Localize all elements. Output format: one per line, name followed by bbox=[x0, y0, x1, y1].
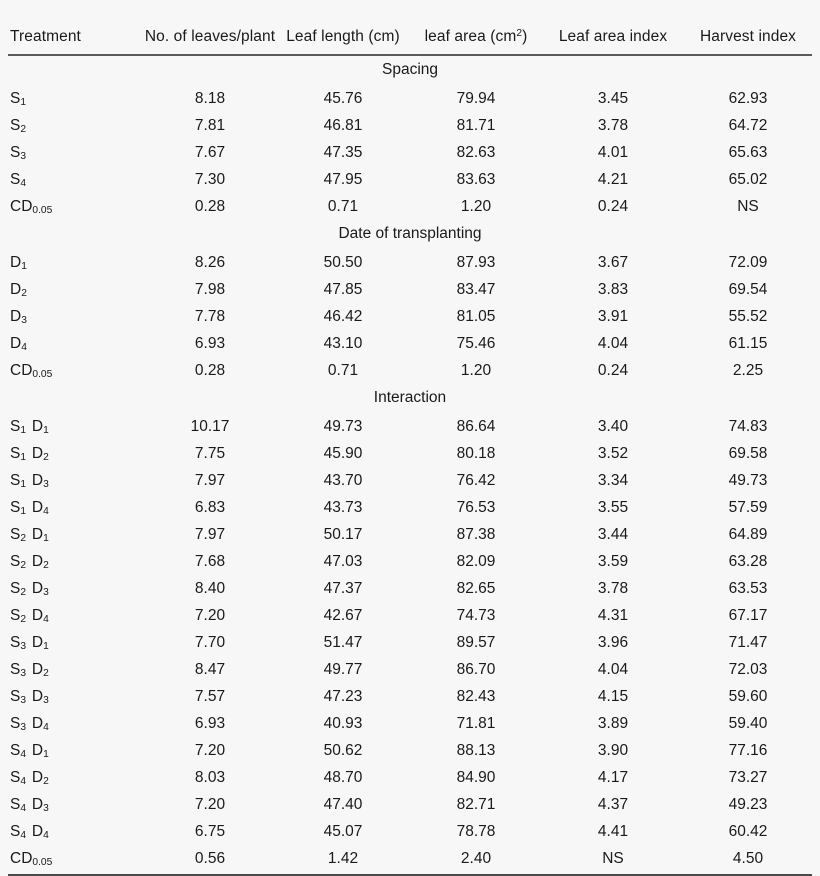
cell-value: 10.17 bbox=[190, 417, 230, 435]
treatment-base-2: D bbox=[31, 498, 44, 516]
cell-value: 3.34 bbox=[597, 471, 629, 489]
cell-value: 7.97 bbox=[194, 525, 226, 543]
cell-value: 86.70 bbox=[456, 660, 496, 678]
treatment-base: S bbox=[10, 498, 21, 516]
treatment-base: D bbox=[10, 334, 22, 352]
treatment-base-2: D bbox=[31, 795, 44, 813]
cell-value: 4.04 bbox=[597, 660, 629, 678]
cell-value: 59.40 bbox=[728, 714, 768, 732]
cell-value: 46.81 bbox=[323, 116, 363, 134]
cell-value: 65.02 bbox=[728, 170, 768, 188]
cell-value: 4.50 bbox=[684, 845, 812, 875]
treatment-subscript-2: 1 bbox=[43, 641, 49, 653]
treatment-subscript: 3 bbox=[21, 315, 27, 327]
treatment-base: S bbox=[10, 525, 21, 543]
cell-value: 83.47 bbox=[456, 280, 496, 298]
treatment-base: CD bbox=[10, 197, 33, 215]
cell-value: 79.94 bbox=[456, 89, 496, 107]
cell-value: 3.52 bbox=[597, 444, 629, 462]
treatment-label bbox=[8, 521, 144, 548]
treatment-subscript: 1 bbox=[21, 261, 27, 273]
treatment-base: S bbox=[10, 417, 21, 435]
cell-value: 40.93 bbox=[323, 714, 363, 732]
cell-value: 63.28 bbox=[728, 552, 768, 570]
cell-value: 86.64 bbox=[456, 417, 496, 435]
table-row bbox=[8, 139, 812, 166]
cell-value: 59.60 bbox=[728, 687, 768, 705]
cell-value: 4.15 bbox=[597, 687, 629, 705]
treatment-base-2: D bbox=[31, 714, 44, 732]
table-row bbox=[8, 683, 812, 710]
table-row bbox=[8, 764, 812, 791]
cell-value: 50.62 bbox=[323, 741, 363, 759]
cell-value: 47.85 bbox=[323, 280, 363, 298]
cell-value: NS bbox=[737, 197, 759, 215]
cell-value: 69.54 bbox=[728, 280, 768, 298]
table-row bbox=[8, 440, 812, 467]
cell-value: 82.71 bbox=[456, 795, 496, 813]
section-title: Spacing bbox=[381, 61, 438, 78]
cell-value: 1.42 bbox=[276, 845, 410, 875]
treatment-subscript: 2 bbox=[20, 124, 27, 136]
treatment-subscript: 4 bbox=[20, 178, 27, 190]
treatment-base-2: D bbox=[31, 552, 44, 570]
cell-value: 73.27 bbox=[728, 768, 768, 786]
table-row bbox=[8, 548, 812, 575]
treatment-subscript-2: 4 bbox=[43, 722, 49, 734]
cell-value: 47.40 bbox=[323, 795, 363, 813]
cell-value: 45.07 bbox=[323, 822, 363, 840]
cell-value: 4.31 bbox=[597, 606, 629, 624]
treatment-base: S bbox=[10, 89, 21, 107]
treatment-label bbox=[8, 193, 144, 220]
treatment-subscript: 4 bbox=[20, 803, 27, 815]
treatment-base: CD bbox=[10, 361, 33, 379]
cell-value: 69.58 bbox=[728, 444, 768, 462]
treatment-subscript: 3 bbox=[20, 695, 27, 707]
section-header-row bbox=[8, 220, 812, 249]
treatment-label bbox=[8, 440, 144, 467]
treatment-subscript-2: 4 bbox=[43, 506, 49, 518]
cell-value: 47.03 bbox=[323, 552, 363, 570]
cell-value: 7.97 bbox=[194, 471, 226, 489]
cell-value: 88.13 bbox=[456, 741, 496, 759]
treatment-base-2: D bbox=[31, 660, 44, 678]
treatment-label bbox=[8, 249, 144, 276]
treatment-base-2: D bbox=[31, 606, 44, 624]
cell-value: 57.59 bbox=[728, 498, 768, 516]
cell-value: 4.41 bbox=[597, 822, 629, 840]
cell-value: 43.73 bbox=[323, 498, 363, 516]
cell-value: 7.20 bbox=[194, 741, 226, 759]
treatment-subscript: 3 bbox=[20, 641, 27, 653]
treatment-base: CD bbox=[10, 849, 33, 867]
treatment-base-2: D bbox=[31, 741, 44, 759]
cell-value: 7.70 bbox=[194, 633, 226, 651]
cell-value: 47.23 bbox=[323, 687, 363, 705]
column-header-leaf-area bbox=[410, 28, 542, 55]
cell-value: 4.21 bbox=[597, 170, 629, 188]
cell-value: 7.30 bbox=[194, 170, 226, 188]
treatment-subscript-2: 3 bbox=[43, 695, 49, 707]
cell-value: 76.53 bbox=[456, 498, 496, 516]
cell-value: 8.18 bbox=[194, 89, 226, 107]
cell-value: 47.35 bbox=[323, 143, 363, 161]
cell-value: 3.96 bbox=[597, 633, 629, 651]
section-header-row bbox=[8, 55, 812, 85]
treatment-base-2: D bbox=[31, 633, 44, 651]
treatment-label bbox=[8, 276, 144, 303]
cell-value: 47.37 bbox=[323, 579, 363, 597]
cell-value: 3.55 bbox=[597, 498, 629, 516]
section-title: Date of transplanting bbox=[338, 225, 482, 242]
treatment-base-2: D bbox=[31, 687, 44, 705]
treatment-base: S bbox=[10, 633, 21, 651]
treatment-subscript-2: 2 bbox=[43, 560, 49, 572]
table-row bbox=[8, 303, 812, 330]
treatment-base: S bbox=[10, 795, 21, 813]
treatment-subscript-2: 4 bbox=[43, 614, 49, 626]
treatment-subscript-2: 2 bbox=[43, 452, 49, 464]
table-row bbox=[8, 166, 812, 193]
column-header-harvest-index: Harvest index bbox=[684, 28, 812, 55]
cell-value: 49.77 bbox=[323, 660, 363, 678]
table-row bbox=[8, 467, 812, 494]
table-row bbox=[8, 249, 812, 276]
treatment-label bbox=[8, 85, 144, 112]
cell-value: 8.26 bbox=[194, 253, 226, 271]
table-row bbox=[8, 845, 812, 875]
column-header-treatment: Treatment bbox=[8, 28, 144, 55]
cell-value: 82.09 bbox=[456, 552, 496, 570]
treatment-subscript: 2 bbox=[21, 288, 27, 300]
treatment-base: S bbox=[10, 471, 21, 489]
treatment-label bbox=[8, 845, 144, 875]
column-header-leaf-length: Leaf length (cm) bbox=[276, 28, 410, 55]
treatment-subscript-2: 1 bbox=[43, 425, 49, 437]
cell-value: 71.81 bbox=[456, 714, 496, 732]
cell-value: NS bbox=[542, 845, 684, 875]
cell-value: 49.73 bbox=[323, 417, 363, 435]
cell-value: 7.75 bbox=[194, 444, 226, 462]
column-header-leaf-area-index: Leaf area index bbox=[542, 28, 684, 55]
treatment-base-2: D bbox=[31, 417, 44, 435]
cell-value: 3.89 bbox=[597, 714, 629, 732]
cell-value: 3.40 bbox=[597, 417, 629, 435]
cell-value: 51.47 bbox=[323, 633, 363, 651]
treatment-label bbox=[8, 139, 144, 166]
table-row bbox=[8, 656, 812, 683]
treatment-base-2: D bbox=[31, 471, 44, 489]
treatment-label bbox=[8, 413, 144, 440]
cell-value: 7.57 bbox=[194, 687, 226, 705]
treatment-label bbox=[8, 710, 144, 737]
treatment-base-2: D bbox=[31, 579, 44, 597]
table-row bbox=[8, 494, 812, 521]
cell-value: 3.67 bbox=[597, 253, 629, 271]
treatment-subscript: 3 bbox=[20, 151, 27, 163]
cell-value: 8.47 bbox=[194, 660, 226, 678]
cell-value: 3.78 bbox=[597, 116, 629, 134]
cell-value: 78.78 bbox=[456, 822, 496, 840]
treatment-subscript-2: 2 bbox=[43, 776, 49, 788]
cell-value: 49.23 bbox=[728, 795, 768, 813]
table-header bbox=[8, 28, 812, 55]
cell-value: 7.20 bbox=[194, 795, 226, 813]
treatment-subscript-2: 3 bbox=[43, 587, 49, 599]
treatment-subscript: 1 bbox=[20, 452, 27, 464]
treatment-label bbox=[8, 548, 144, 575]
treatment-base: S bbox=[10, 714, 21, 732]
treatment-subscript: 2 bbox=[20, 587, 27, 599]
table-row bbox=[8, 521, 812, 548]
treatment-label bbox=[8, 166, 144, 193]
treatment-base: S bbox=[10, 768, 21, 786]
treatment-label bbox=[8, 791, 144, 818]
cell-value: 0.56 bbox=[144, 845, 276, 875]
cell-value: 4.37 bbox=[597, 795, 629, 813]
cell-value: 7.81 bbox=[194, 116, 226, 134]
cell-value: 60.42 bbox=[728, 822, 768, 840]
table-row bbox=[8, 413, 812, 440]
cell-value: 63.53 bbox=[728, 579, 768, 597]
treatment-base: D bbox=[10, 280, 22, 298]
treatment-label bbox=[8, 656, 144, 683]
cell-value: 87.38 bbox=[456, 525, 496, 543]
treatment-subscript: 4 bbox=[20, 776, 27, 788]
cell-value: 76.42 bbox=[456, 471, 496, 489]
cell-value: 45.90 bbox=[323, 444, 363, 462]
treatment-subscript-2: 1 bbox=[43, 533, 49, 545]
cell-value: 65.63 bbox=[728, 143, 768, 161]
cell-value: 50.50 bbox=[323, 253, 363, 271]
treatment-base: S bbox=[10, 444, 21, 462]
treatment-label bbox=[8, 683, 144, 710]
treatment-subscript: 1 bbox=[20, 479, 27, 491]
cell-value: 72.09 bbox=[728, 253, 768, 271]
cell-value: 7.78 bbox=[194, 307, 226, 325]
treatment-subscript: 1 bbox=[20, 425, 27, 437]
treatment-base: S bbox=[10, 579, 21, 597]
treatment-label bbox=[8, 494, 144, 521]
treatment-base: S bbox=[10, 741, 21, 759]
cell-value: 3.59 bbox=[597, 552, 629, 570]
cell-value: 6.75 bbox=[194, 822, 226, 840]
cell-value: 7.98 bbox=[194, 280, 226, 298]
cell-value: 64.89 bbox=[728, 525, 768, 543]
treatment-subscript: 1 bbox=[20, 97, 27, 109]
cell-value: 71.47 bbox=[728, 633, 768, 651]
cell-value: 84.90 bbox=[456, 768, 496, 786]
cell-value: 87.93 bbox=[456, 253, 496, 271]
cell-value: 2.25 bbox=[732, 361, 764, 379]
cell-value: 6.93 bbox=[194, 334, 226, 352]
treatment-subscript-2: 3 bbox=[43, 803, 49, 815]
treatment-base: D bbox=[10, 307, 22, 325]
treatment-base: S bbox=[10, 170, 21, 188]
treatment-subscript: 1 bbox=[20, 506, 27, 518]
treatment-base-2: D bbox=[31, 525, 44, 543]
treatment-subscript: 4 bbox=[21, 342, 27, 354]
cell-value: 82.65 bbox=[456, 579, 496, 597]
table-row bbox=[8, 602, 812, 629]
table-row bbox=[8, 85, 812, 112]
cell-value: 72.03 bbox=[728, 660, 768, 678]
treatment-base: S bbox=[10, 606, 21, 624]
treatment-base: D bbox=[10, 253, 22, 271]
treatment-subscript: 0.05 bbox=[32, 369, 53, 381]
treatment-subscript-2: 4 bbox=[43, 830, 49, 842]
table-row bbox=[8, 193, 812, 220]
cell-value: 74.73 bbox=[456, 606, 496, 624]
section-title: Interaction bbox=[373, 389, 447, 406]
cell-value: 89.57 bbox=[456, 633, 496, 651]
cell-value: 75.46 bbox=[456, 334, 496, 352]
treatment-subscript: 0.05 bbox=[32, 857, 53, 869]
treatment-base: S bbox=[10, 687, 21, 705]
cell-value: 3.91 bbox=[597, 307, 629, 325]
table-header-row bbox=[8, 28, 812, 55]
cell-value: 50.17 bbox=[323, 525, 363, 543]
cell-value: 4.04 bbox=[597, 334, 629, 352]
table-body bbox=[8, 55, 812, 875]
treatment-label bbox=[8, 357, 144, 384]
cell-value: 2.40 bbox=[410, 845, 542, 875]
treatment-base: S bbox=[10, 822, 21, 840]
section-header-row bbox=[8, 384, 812, 413]
cell-value: 81.71 bbox=[456, 116, 496, 134]
cell-value: 0.71 bbox=[327, 197, 359, 215]
cell-value: 0.24 bbox=[597, 197, 629, 215]
cell-value: 6.83 bbox=[194, 498, 226, 516]
cell-value: 46.42 bbox=[323, 307, 363, 325]
treatment-subscript-2: 1 bbox=[43, 749, 49, 761]
treatment-base: S bbox=[10, 660, 21, 678]
treatment-base: S bbox=[10, 143, 21, 161]
treatment-base-2: D bbox=[31, 444, 44, 462]
cell-value: 81.05 bbox=[456, 307, 496, 325]
treatment-subscript: 4 bbox=[20, 749, 27, 761]
treatment-label bbox=[8, 737, 144, 764]
table-row bbox=[8, 276, 812, 303]
table-row bbox=[8, 629, 812, 656]
treatment-base-2: D bbox=[31, 768, 44, 786]
cell-value: 8.03 bbox=[194, 768, 226, 786]
treatment-label bbox=[8, 330, 144, 357]
cell-value: 43.10 bbox=[323, 334, 363, 352]
treatment-label bbox=[8, 303, 144, 330]
cell-value: 82.43 bbox=[456, 687, 496, 705]
cell-value: 80.18 bbox=[456, 444, 496, 462]
treatment-label bbox=[8, 764, 144, 791]
cell-value: 7.67 bbox=[194, 143, 226, 161]
table-row bbox=[8, 791, 812, 818]
table-row bbox=[8, 737, 812, 764]
cell-value: 61.15 bbox=[728, 334, 768, 352]
treatment-label bbox=[8, 602, 144, 629]
table-row bbox=[8, 112, 812, 139]
cell-value: 1.20 bbox=[460, 197, 492, 215]
treatment-label bbox=[8, 629, 144, 656]
cell-value: 0.24 bbox=[597, 361, 629, 379]
cell-value: 49.73 bbox=[728, 471, 768, 489]
cell-value: 48.70 bbox=[323, 768, 363, 786]
treatment-subscript: 2 bbox=[20, 560, 27, 572]
cell-value: 83.63 bbox=[456, 170, 496, 188]
cell-value: 43.70 bbox=[323, 471, 363, 489]
cell-value: 7.20 bbox=[194, 606, 226, 624]
cell-value: 47.95 bbox=[323, 170, 363, 188]
cell-value: 3.90 bbox=[597, 741, 629, 759]
cell-value: 45.76 bbox=[323, 89, 363, 107]
treatment-subscript: 3 bbox=[20, 722, 27, 734]
cell-value: 3.45 bbox=[597, 89, 629, 107]
table-row bbox=[8, 357, 812, 384]
leaf-area-superscript: 2 bbox=[516, 28, 523, 40]
cell-value: 64.72 bbox=[728, 116, 768, 134]
cell-value: 7.68 bbox=[194, 552, 226, 570]
cell-value: 4.01 bbox=[597, 143, 629, 161]
cell-value: 1.20 bbox=[460, 361, 492, 379]
treatment-subscript: 2 bbox=[20, 533, 27, 545]
treatment-subscript-2: 2 bbox=[43, 668, 49, 680]
leaf-area-label-base: leaf area (cm bbox=[424, 28, 517, 45]
treatment-base: S bbox=[10, 552, 21, 570]
treatment-label bbox=[8, 112, 144, 139]
cell-value: 8.40 bbox=[194, 579, 226, 597]
cell-value: 0.28 bbox=[194, 197, 226, 215]
treatment-subscript-2: 3 bbox=[43, 479, 49, 491]
treatment-data-table bbox=[8, 28, 812, 876]
cell-value: 67.17 bbox=[728, 606, 768, 624]
cell-value: 82.63 bbox=[456, 143, 496, 161]
table-row bbox=[8, 330, 812, 357]
cell-value: 3.83 bbox=[597, 280, 629, 298]
cell-value: 55.52 bbox=[728, 307, 768, 325]
table-row bbox=[8, 710, 812, 737]
cell-value: 74.83 bbox=[728, 417, 768, 435]
treatment-base: S bbox=[10, 116, 21, 134]
cell-value: 42.67 bbox=[323, 606, 363, 624]
treatment-subscript: 4 bbox=[20, 830, 27, 842]
cell-value: 4.17 bbox=[597, 768, 629, 786]
treatment-label bbox=[8, 467, 144, 494]
cell-value: 0.28 bbox=[194, 361, 226, 379]
treatment-subscript: 2 bbox=[20, 614, 27, 626]
cell-value: 3.44 bbox=[597, 525, 629, 543]
table-row bbox=[8, 575, 812, 602]
treatment-base-2: D bbox=[31, 822, 44, 840]
cell-value: 77.16 bbox=[728, 741, 768, 759]
column-header-leaves-per-plant: No. of leaves/plant bbox=[144, 28, 276, 55]
cell-value: 62.93 bbox=[728, 89, 768, 107]
cell-value: 3.78 bbox=[597, 579, 629, 597]
leaf-area-label-close: ) bbox=[522, 28, 528, 45]
treatment-subscript: 3 bbox=[20, 668, 27, 680]
cell-value: 0.71 bbox=[327, 361, 359, 379]
cell-value: 6.93 bbox=[194, 714, 226, 732]
treatment-label bbox=[8, 575, 144, 602]
treatment-subscript: 0.05 bbox=[32, 205, 53, 217]
